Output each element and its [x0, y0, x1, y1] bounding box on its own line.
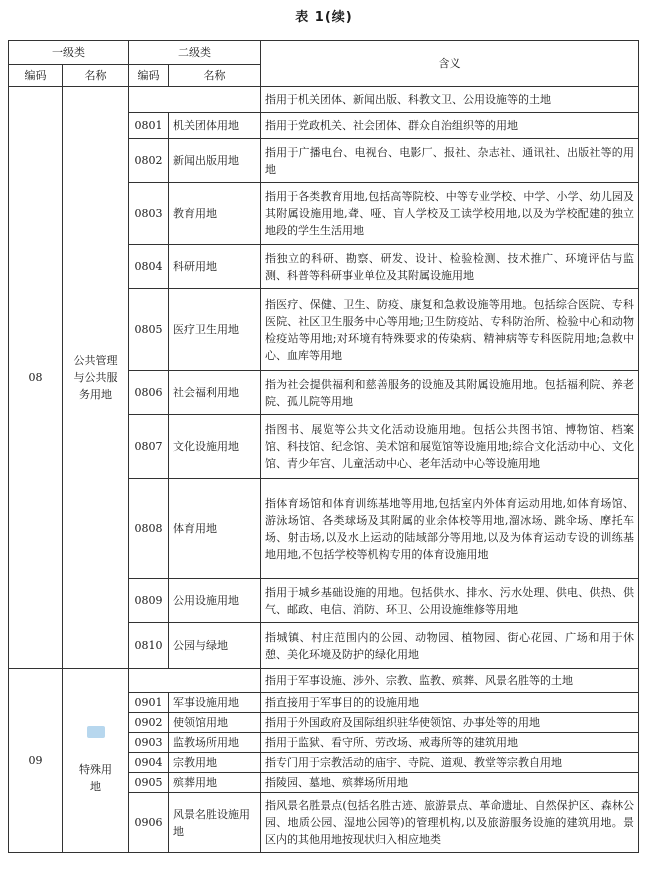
meaning-cell: 指医疗、保健、卫生、防疫、康复和急救设施等用地。包括综合医院、专科医院、社区卫生服务中心等用地;卫生防疫站、专科防治所、检验中心和动物检疫站等用地;对环境有特殊要求的传染病、精神病等专科医院用地;急救中心、血库等用地 [261, 289, 639, 371]
group-summary-desc: 指用于机关团体、新闻出版、科教文卫、公用设施等的土地 [261, 87, 639, 113]
level2-code-cell: 0808 [129, 479, 169, 579]
group-summary-row [9, 669, 639, 693]
watermark-logo-icon [87, 726, 105, 738]
level2-code-cell: 0903 [129, 733, 169, 753]
level2-name-cell: 机关团体用地 [169, 113, 261, 139]
meaning-header: 含义 [261, 41, 639, 87]
meaning-cell: 指用于城乡基础设施的用地。包括供水、排水、污水处理、供电、供热、供气、邮政、电信、消防、环卫、公用设施维修等用地 [261, 579, 639, 623]
level2-name-cell: 体育用地 [169, 479, 261, 579]
summary-blank-cell [129, 87, 261, 113]
meaning-cell: 指城镇、村庄范围内的公园、动物园、植物园、街心花园、广场和用于休憩、美化环境及防护的绿化用地 [261, 623, 639, 669]
group-summary-row [9, 87, 639, 113]
level2-name-cell: 教育用地 [169, 183, 261, 245]
level2-header: 二级类 [129, 41, 261, 65]
meaning-cell: 指直接用于军事目的的设施用地 [261, 693, 639, 713]
level1-name-cell [63, 87, 129, 669]
level2-code-cell: 0904 [129, 753, 169, 773]
meaning-cell: 指体育场馆和体育训练基地等用地,包括室内外体育运动用地,如体育场馆、游泳场馆、各类球场及其附属的业余体校等用地,溜冰场、跳伞场、摩托车场、射击场,以及水上运动的陆域部分等用地,以及为体育运动专设的训练基地用地,不包括学校等机构专用的体育设施用地 [261, 479, 639, 579]
meaning-cell: 指陵园、墓地、殡葬场所用地 [261, 773, 639, 793]
level1-code-header: 编码 [9, 65, 63, 87]
meaning-cell: 指为社会提供福利和慈善服务的设施及其附属设施用地。包括福利院、养老院、孤儿院等用地 [261, 371, 639, 415]
meaning-cell: 指专门用于宗教活动的庙宇、寺院、道观、教堂等宗教自用地 [261, 753, 639, 773]
meaning-cell: 指用于各类教育用地,包括高等院校、中等专业学校、中学、小学、幼儿园及其附属设施用地,聋、哑、盲人学校及工读学校用地,以及为学校配建的独立地段的学生生活用地 [261, 183, 639, 245]
level2-code-cell: 0902 [129, 713, 169, 733]
level2-code-header: 编码 [129, 65, 169, 87]
level2-name-cell: 医疗卫生用地 [169, 289, 261, 371]
level2-name-cell: 军事设施用地 [169, 693, 261, 713]
land-use-table [8, 40, 639, 853]
level2-code-cell: 0905 [129, 773, 169, 793]
level2-code-cell: 0901 [129, 693, 169, 713]
level2-name-header: 名称 [169, 65, 261, 87]
level1-name-header: 名称 [63, 65, 129, 87]
group-summary-desc: 指用于军事设施、涉外、宗教、监教、殡葬、风景名胜等的土地 [261, 669, 639, 693]
level1-code-cell: 08 [9, 87, 63, 669]
level2-name-cell: 科研用地 [169, 245, 261, 289]
level2-name-cell: 社会福利用地 [169, 371, 261, 415]
level2-code-cell: 0805 [129, 289, 169, 371]
level2-code-cell: 0806 [129, 371, 169, 415]
level2-name-cell: 新闻出版用地 [169, 139, 261, 183]
level2-code-cell: 0906 [129, 793, 169, 853]
level1-header: 一级类 [9, 41, 129, 65]
level2-name-cell: 殡葬用地 [169, 773, 261, 793]
level1-name-text: 特殊用地 [79, 763, 112, 793]
meaning-cell: 指用于外国政府及国际组织驻华使领馆、办事处等的用地 [261, 713, 639, 733]
meaning-cell: 指风景名胜景点(包括名胜古迹、旅游景点、革命遗址、自然保护区、森林公园、地质公园、湿地公园等)的管理机构,以及旅游服务设施的建筑用地。景区内的其他用地按现状归入相应地类 [261, 793, 639, 853]
level2-code-cell: 0804 [129, 245, 169, 289]
table-title: 表 1(续) [295, 10, 353, 25]
level2-code-cell: 0807 [129, 415, 169, 479]
meaning-cell: 指用于党政机关、社会团体、群众自治组织等的用地 [261, 113, 639, 139]
meaning-cell: 指独立的科研、勘察、研发、设计、检验检测、技术推广、环境评估与监测、科普等科研事业单位及其附属设施用地 [261, 245, 639, 289]
level2-name-cell: 文化设施用地 [169, 415, 261, 479]
level2-name-cell: 风景名胜设施用地 [169, 793, 261, 853]
level2-name-cell: 宗教用地 [169, 753, 261, 773]
level1-code-cell: 09 [9, 669, 63, 853]
level2-code-cell: 0802 [129, 139, 169, 183]
meaning-cell: 指用于广播电台、电视台、电影厂、报社、杂志社、通讯社、出版社等的用地 [261, 139, 639, 183]
level2-name-cell: 公用设施用地 [169, 579, 261, 623]
meaning-cell: 指用于监狱、看守所、劳改场、戒毒所等的建筑用地 [261, 733, 639, 753]
level2-code-cell: 0810 [129, 623, 169, 669]
level2-name-cell: 监教场所用地 [169, 733, 261, 753]
header-row-1 [9, 41, 639, 65]
level1-name-cell [63, 669, 129, 853]
level2-name-cell: 公园与绿地 [169, 623, 261, 669]
meaning-cell: 指图书、展览等公共文化活动设施用地。包括公共图书馆、博物馆、档案馆、科技馆、纪念馆、美术馆和展览馆等设施用地;综合文化活动中心、文化馆、青少年宫、儿童活动中心、老年活动中心等设施用地 [261, 415, 639, 479]
level2-code-cell: 0809 [129, 579, 169, 623]
summary-blank-cell [129, 669, 261, 693]
level2-code-cell: 0801 [129, 113, 169, 139]
level2-name-cell: 使领馆用地 [169, 713, 261, 733]
level2-code-cell: 0803 [129, 183, 169, 245]
level1-name-text: 公共管理与公共服务用地 [73, 354, 118, 401]
